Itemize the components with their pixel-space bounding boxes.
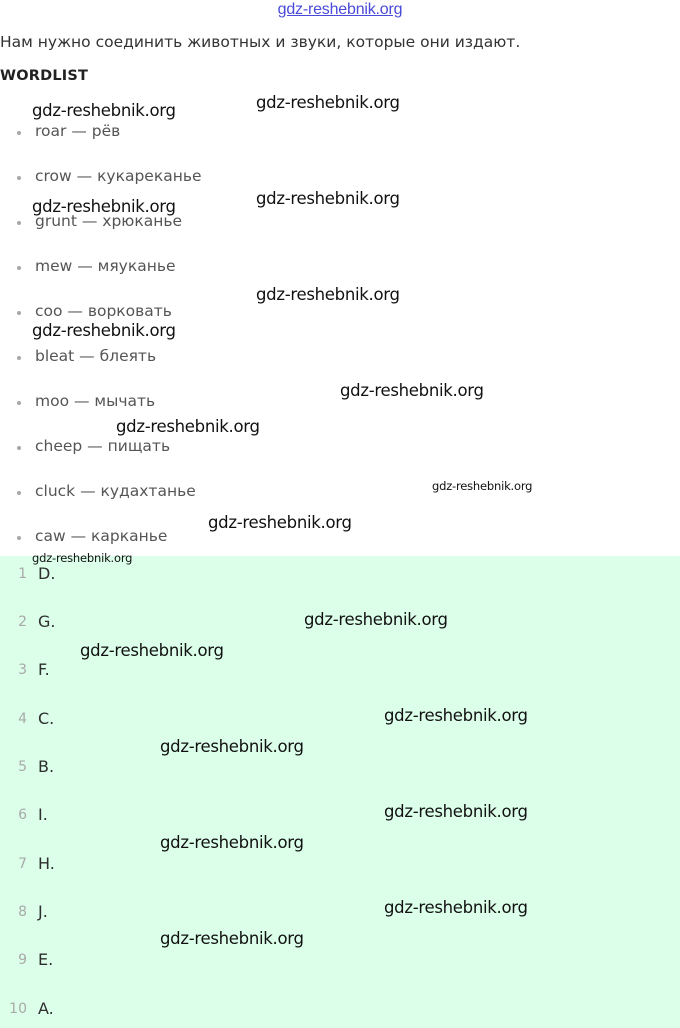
watermark-text: gdz-reshebnik.org: [116, 417, 260, 436]
bullet-icon: [17, 176, 21, 180]
answer-number: 10: [9, 1001, 27, 1017]
watermark-text: gdz-reshebnik.org: [32, 101, 176, 120]
bullet-icon: [17, 356, 21, 360]
answer-letter: D.: [38, 564, 56, 583]
answer-letter: I.: [38, 805, 48, 824]
watermark-text: gdz-reshebnik.org: [256, 285, 400, 304]
answer-letter: G.: [38, 612, 56, 631]
watermark-text: gdz-reshebnik.org: [384, 706, 528, 725]
bullet-icon: [17, 491, 21, 495]
word-entry: roar — рёв: [35, 122, 121, 140]
site-link[interactable]: gdz-reshebnik.org: [277, 1, 403, 18]
watermark-text: gdz-reshebnik.org: [32, 321, 176, 340]
answer-letter: E.: [38, 950, 54, 969]
watermark-text: gdz-reshebnik.org: [304, 610, 448, 629]
word-entry: grunt — хрюканье: [35, 212, 183, 230]
watermark-text: gdz-reshebnik.org: [384, 802, 528, 821]
word-entry: bleat — блеять: [35, 347, 157, 365]
answer-number: 1: [18, 566, 27, 582]
answer-number: 7: [18, 856, 27, 872]
bullet-icon: [17, 311, 21, 315]
answer-number: 4: [18, 711, 27, 727]
answer-letter: B.: [38, 757, 55, 776]
bullet-icon: [17, 536, 21, 540]
answer-number: 5: [18, 759, 27, 775]
answer-number: 9: [18, 952, 27, 968]
word-entry: crow — кукареканье: [35, 167, 202, 185]
watermark-text: gdz-reshebnik.org: [432, 479, 533, 493]
answer-number: 6: [18, 807, 27, 823]
answer-letter: C.: [38, 709, 55, 728]
watermark-text: gdz-reshebnik.org: [340, 381, 484, 400]
watermark-text: gdz-reshebnik.org: [208, 513, 352, 532]
watermark-text: gdz-reshebnik.org: [160, 833, 304, 852]
watermark-text: gdz-reshebnik.org: [32, 197, 176, 216]
answer-number: 2: [18, 614, 27, 630]
watermark-text: gdz-reshebnik.org: [32, 551, 133, 565]
word-entry: mew — мяуканье: [35, 257, 176, 275]
word-entry: cheep — пищать: [35, 437, 171, 455]
word-entry: cluck — кудахтанье: [35, 482, 196, 500]
watermark-text: gdz-reshebnik.org: [80, 641, 224, 660]
word-entry: caw — карканье: [35, 527, 168, 545]
watermark-text: gdz-reshebnik.org: [160, 737, 304, 756]
word-entry: coo — ворковать: [35, 302, 172, 320]
answer-number: 8: [18, 904, 27, 920]
bullet-icon: [17, 266, 21, 270]
wordlist-heading: WORDLIST: [0, 68, 89, 84]
answer-letter: J.: [38, 902, 48, 921]
bullet-icon: [17, 131, 21, 135]
bullet-icon: [17, 446, 21, 450]
answer-letter: A.: [38, 999, 54, 1018]
answer-letter: F.: [38, 660, 50, 679]
bullet-icon: [17, 401, 21, 405]
watermark-text: gdz-reshebnik.org: [256, 93, 400, 112]
answer-letter: H.: [38, 854, 55, 873]
watermark-text: gdz-reshebnik.org: [384, 898, 528, 917]
watermark-text: gdz-reshebnik.org: [160, 929, 304, 948]
answer-number: 3: [18, 662, 27, 678]
word-entry: moo — мычать: [35, 392, 156, 410]
watermark-text: gdz-reshebnik.org: [256, 189, 400, 208]
bullet-icon: [17, 221, 21, 225]
intro-text: Нам нужно соединить животных и звуки, которые они издают.: [0, 33, 521, 51]
